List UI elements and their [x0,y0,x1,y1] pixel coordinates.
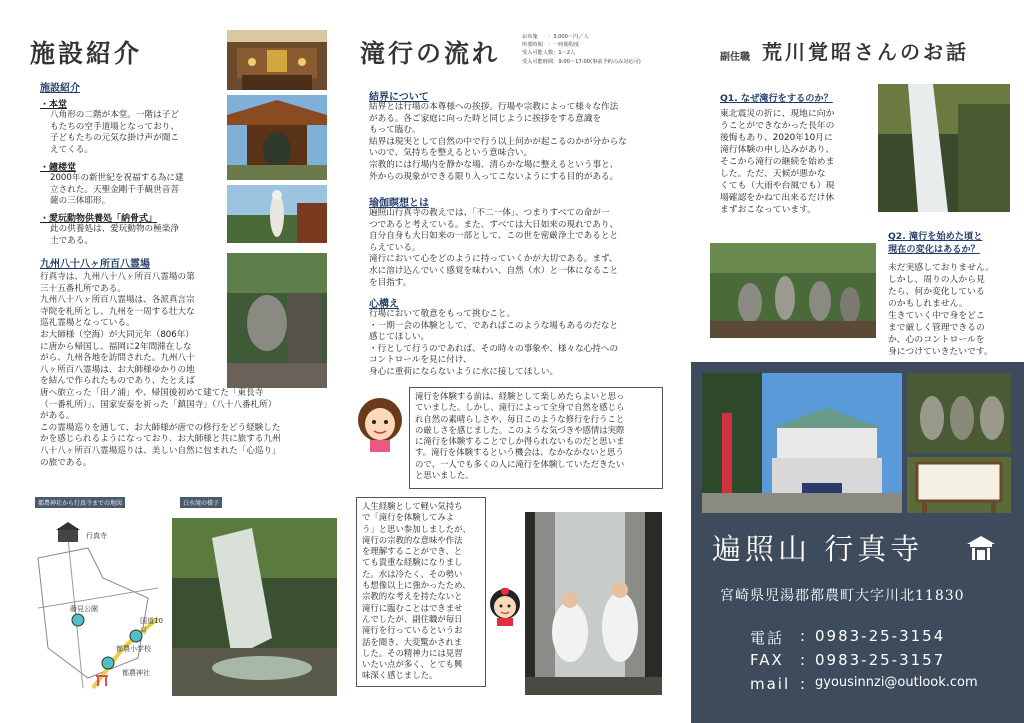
q1-heading: Q1. なぜ滝行をするのか？ [720,93,833,104]
testimonial-bubble-1: 滝行を体験する前は、経験として楽しめたらよいと思っ ていました。しかし、滝行によって全身で自然を感じら れ自然の素晴らしさや、毎日このような修行を行うこと の厳しさを感じました。このような気づきや感情は実際 に滝行を体験することでしか得られないものだと思いま す。滝行を体験するという機会は、なかなかないと思う ので、一人でも多くの人に滝行を体験していただきたい と思いました。 [409,387,663,489]
flow-title: 滝行の流れ [360,39,501,68]
belltower-section [40,160,218,208]
map-tag: 都農神社から行真寺までの地図 [35,497,125,508]
signboard-photo [907,457,1011,513]
q2-answer: 未だ実感しておりません。 しかし、周りの人から見 たら、何か変化している のかもしれません。 生きていく中で身をどこ まで厳しく管理できるの か、心のコントロールを 身につけていきたいです。 [888,263,995,357]
waterfall-closeup-photo [878,84,1010,212]
pilgrimage-heading: 九州八十八ヶ所百八霊場 [40,259,150,270]
fax-label: FAX [750,651,784,669]
colon-1: : [800,627,808,645]
facilities-title: 施設紹介 [30,39,143,68]
temple-roof-icon [967,535,995,561]
colon-3: : [800,675,808,693]
bell-tower-photo [227,95,327,180]
map-label-temple: 行真寺 [86,532,107,540]
honden-heading: ・本堂 [40,100,68,110]
pet-memorial-photo [227,253,327,388]
stone-buddhas-photo [907,373,1011,453]
meditation-heading: 瑜伽瞑想とは [369,198,429,209]
colon-2: : [800,651,808,669]
woman-avatar-icon [356,396,404,452]
practice-info: お布施 ：3,000～円／人 所要時間 ：一時間程度 受入可能人数：1～2人 受入可能時間：9:00～17:00(事前予約のみ対応可) [522,34,641,65]
facilities-heading: 施設紹介 [40,83,80,94]
role-label: 副住職 [720,52,750,63]
map-label-park: 藤見公園 [70,605,98,613]
kekkai-text: 結界とは行場の本尊様への挨拶。行場や宗教によって様々な作法 がある。各ご家庭に向った時と同じように挨拶をする意識を もって臨む。 結界は現実として自然の中で行う以上何かが起こるのかが分からな いので、気持ちを整えるという意味合い。 宗教的には行場内を静かな場、清らかな場に整えるという事と、 外からの現象ができる限り入ってこないようにする目的がある。 [369,102,627,182]
girl-avatar-icon [488,588,522,626]
waterfall-tag: 白水滝の様子 [180,497,222,508]
interview-title: 荒川覚昭さんのお話 [762,40,969,64]
pet-memorial-text: 此の供養処は、愛玩動物の極楽浄 土である。 [50,224,179,246]
temple-exterior-photo [702,373,902,513]
q2-heading: Q2. 滝行を始めた頃と 現在の変化はあるか？ [888,231,983,255]
mail-address[interactable]: gyousinnzi@outlook.com [815,675,978,690]
jizo-statues-photo [710,243,876,338]
q1-answer: 東北震災の折に、現地に向か うことができなかった長年の 後悔もあり、2020年10月に 滝行体験の申し込みがあり、 そこから滝行の継続を始めま した。ただ、天候が悪かな くても（大雨や台風でも）現 場確認をかねて出来るだけ休 まずおこなっています。 [720,109,835,215]
pilgrimage-text-continued: 唐へ旅立った「田ノ浦」や、帰国後初めて建てた「東長寺 （一番札所）」、国家安泰を祈った「鎮国寺」（八十八番札所） がある。 この霊場巡りを通して、お大師様が唐での修行をどう経験した かを感じられるようになっており、お大師様と共に旅する九州 八十八ヶ所百八霊場巡りは、美しい自然に包まれた「心巡り」 の旅である。 [40,388,281,468]
access-map[interactable] [28,518,168,698]
mindset-text: 行場において敬意をもって挑むこと。 ・一期一会の体験として、であればこのような場もあるのだなと 感じてほしい。 ・行として行うのであれば、その時々の事象や、様々な心持への コントロールを見に付け、 身心に重荷にならないように水に接してほしい。 [369,309,619,377]
waterfall-photo [172,518,337,696]
honden-section [40,97,218,156]
pilgrimage-text: 行真寺は、九州八十八ヶ所百八霊場の第 三十五番札所である。 九州八十八ヶ所百八霊場は、各派真言宗 寺院を札所とし、九州を一周する壮大な 巡礼霊場となっている。 お大師様（空海）が大同元年（806年） に唐から帰国し、福岡に2年間滞在しな がら、九州各地を訪問された。九州八十 八ヶ所百八霊場は、お大師様ゆかりの地 を結んで作られたものであり、たとえば [40,272,195,387]
altar-photo [227,30,327,90]
pet-memorial-heading: ・愛玩動物供養処「納骨式」 [40,214,158,224]
mindset-heading: 心構え [369,299,399,310]
honden-text: 八角形の二階が本堂。一階は子ど もたちの空手道場となっており、 子どもたちの元気な掛け声が聞こ えてくる。 [50,110,179,155]
fax-number: 0983-25-3157 [815,651,946,669]
testimonial-bubble-2: 人生経験として軽い気持ち で「滝行を体験してみよ う」と思い参加しましたが、 滝行の宗教的な意味や作法 を理解することができ、と ても貴重な経験になりまし た。水は冷たく、その勢い も想像以上に強かったため、 宗教的な考えを持たないと 滝行に臨むことはできませ んでしたが、副住職が毎日 滝行を行っているというお 話を聞き、大変驚かされま した。その精神力には見習 いたい点が多く、とても興 味深く感じました。 [356,497,486,687]
temple-name: 遍照山 行真寺 [712,532,924,566]
temple-address: 宮崎県児湯郡都農町大字川北11830 [720,588,965,604]
mail-label: mail [750,675,791,693]
map-label-school: 都農小学校 [116,645,151,653]
kannon-statue-photo [227,185,327,243]
meditation-text: 遍照山行真寺の教えでは、「不二一体」、つまりすべての命が一 つであると考えている。また、すべては大日如来の現れであり、 自分自身も大日如来の一部として、この世を密厳浄土であるとと らえている。 滝行において心をどのように持っていくかが大切である。まず、 水に溶け込んでいく感覚を味わい、自然（水）と一体になること を目指す。 [369,208,619,288]
belltower-text: 2000年の新世紀を祝福する為に建 立された。天聖金剛千手観世音菩 薩の三体耶形。 [50,173,184,207]
pet-memorial-section [40,211,220,247]
waterfall-training-photo [525,512,662,695]
tel-number[interactable]: 0983-25-3154 [815,627,946,645]
tel-label: 電話 [750,629,785,647]
map-label-road: 国道10号 [140,617,163,635]
belltower-heading: ・鐘楼堂 [40,163,77,173]
map-label-shrine: 都農神社 [122,669,150,677]
kekkai-heading: 結界について [369,92,429,103]
